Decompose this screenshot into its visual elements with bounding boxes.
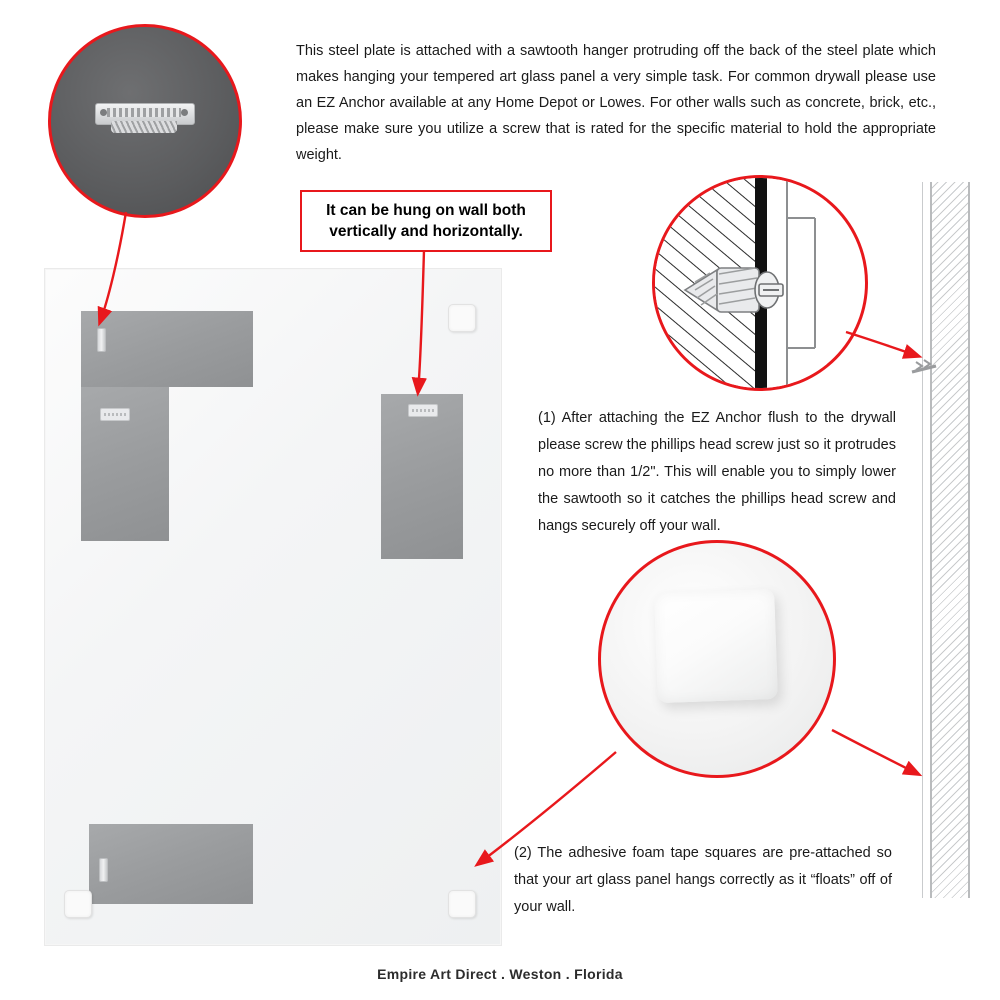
intro-paragraph: This steel plate is attached with a sawtooth hanger protruding off the back of the steel plate which makes hanging your tempered art glass panel a very simple task. For common drywall please use an EZ Anchor available at any Home Depot or Lowes. For other walls such as concrete, brick, etc., please make sure you utilize a screw that is rated for the specific material to hold the appropriate weight. bbox=[296, 43, 936, 163]
foam-tape-square-bottom-right bbox=[448, 890, 476, 918]
steel-plate-bottom-horizontal bbox=[89, 824, 253, 904]
hanger-teeth bbox=[107, 108, 181, 117]
callout-line-2: vertically and horizontally. bbox=[329, 223, 523, 240]
step-1-text: (1) After attaching the EZ Anchor flush to the drywall please screw the phillips head screw just so it protrudes no more than 1/2". This will enable you to simply lower the sawtooth so it catches the phillips head screw and hangs securely off your wall. bbox=[538, 410, 896, 534]
foam-tape-square-magnified bbox=[654, 589, 778, 703]
foam-tape-square-bottom-left bbox=[64, 890, 92, 918]
hanger-hole-right bbox=[181, 109, 188, 116]
step-2-text: (2) The adhesive foam tape squares are pre-attached so that your art glass panel hangs correctly as it “floats” off of your wall. bbox=[514, 845, 892, 915]
arrow-foam-to-wall bbox=[832, 730, 918, 774]
hanger-hole-left bbox=[100, 109, 107, 116]
steel-plate-top-horizontal bbox=[81, 311, 253, 387]
ez-anchor-closeup-bubble bbox=[652, 175, 868, 391]
foam-tape-square-top-right bbox=[448, 304, 476, 332]
sawtooth-hanger-left-icon bbox=[100, 408, 130, 421]
ez-anchor-illustration bbox=[655, 178, 865, 388]
screw-mark-top-icon bbox=[97, 328, 106, 352]
callout-text bbox=[326, 200, 526, 242]
sawtooth-hanger-icon bbox=[95, 99, 193, 133]
wall-edge-line bbox=[922, 182, 923, 898]
sawtooth-hanger-right-icon bbox=[408, 404, 438, 417]
hanger-spring bbox=[111, 121, 177, 133]
callout-line-1: It can be hung on wall both bbox=[326, 202, 526, 219]
foam-tape-closeup-bubble bbox=[598, 540, 836, 778]
steel-plate-right-vertical bbox=[381, 394, 463, 559]
art-glass-panel-back bbox=[44, 268, 502, 946]
hanging-orientation-callout bbox=[300, 190, 552, 252]
wall-cross-section bbox=[930, 182, 970, 898]
sawtooth-hanger-closeup-bubble bbox=[48, 24, 242, 218]
screw-mark-bottom-icon bbox=[99, 858, 108, 882]
footer-brand: Empire Art Direct . Weston . Florida bbox=[377, 966, 623, 982]
